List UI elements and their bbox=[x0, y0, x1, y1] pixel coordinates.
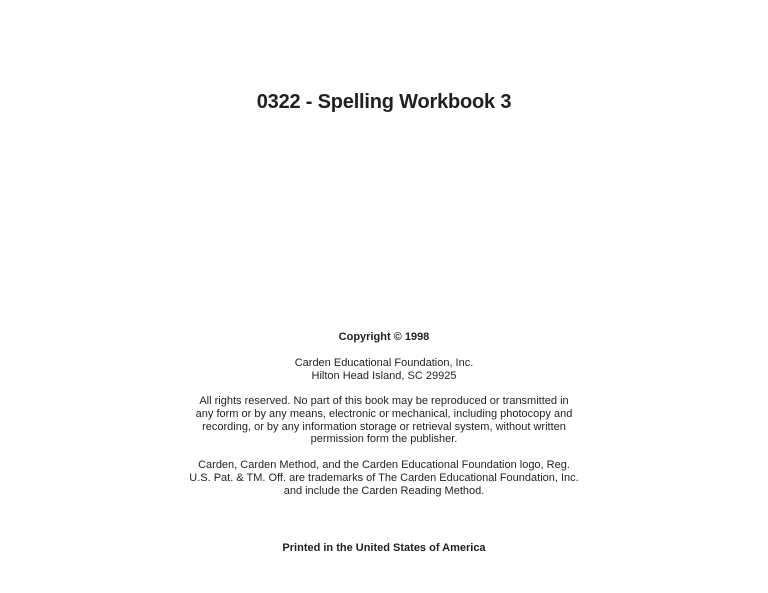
rights-line: recording, or by any information storage or retrieval system, without written bbox=[202, 420, 566, 433]
trademark-line: Carden, Carden Method, and the Carden Educational Foundation logo, Reg. bbox=[198, 459, 570, 471]
trademark-line: U.S. Pat. & TM. Off. are trademarks of The Carden Educational Foundation, Inc. bbox=[189, 471, 579, 484]
trademark-statement bbox=[184, 459, 584, 497]
publisher-info bbox=[184, 357, 584, 383]
rights-line: permission form the publisher. bbox=[310, 433, 458, 446]
publisher-name: Carden Educational Foundation, Inc. bbox=[294, 357, 474, 369]
rights-statement bbox=[184, 395, 584, 446]
printed-in-line: Printed in the United States of America bbox=[282, 542, 486, 554]
rights-line: All rights reserved. No part of this book may be reproduced or transmitted in bbox=[199, 395, 569, 407]
page-title: 0322 - Spelling Workbook 3 bbox=[256, 91, 512, 113]
copyright-line: Copyright © 1998 bbox=[338, 331, 430, 343]
publisher-address: Hilton Head Island, SC 29925 bbox=[311, 369, 457, 382]
rights-line: any form or by any means, electronic or mechanical, including photocopy and bbox=[195, 407, 573, 420]
trademark-line: and include the Carden Reading Method. bbox=[283, 484, 485, 497]
